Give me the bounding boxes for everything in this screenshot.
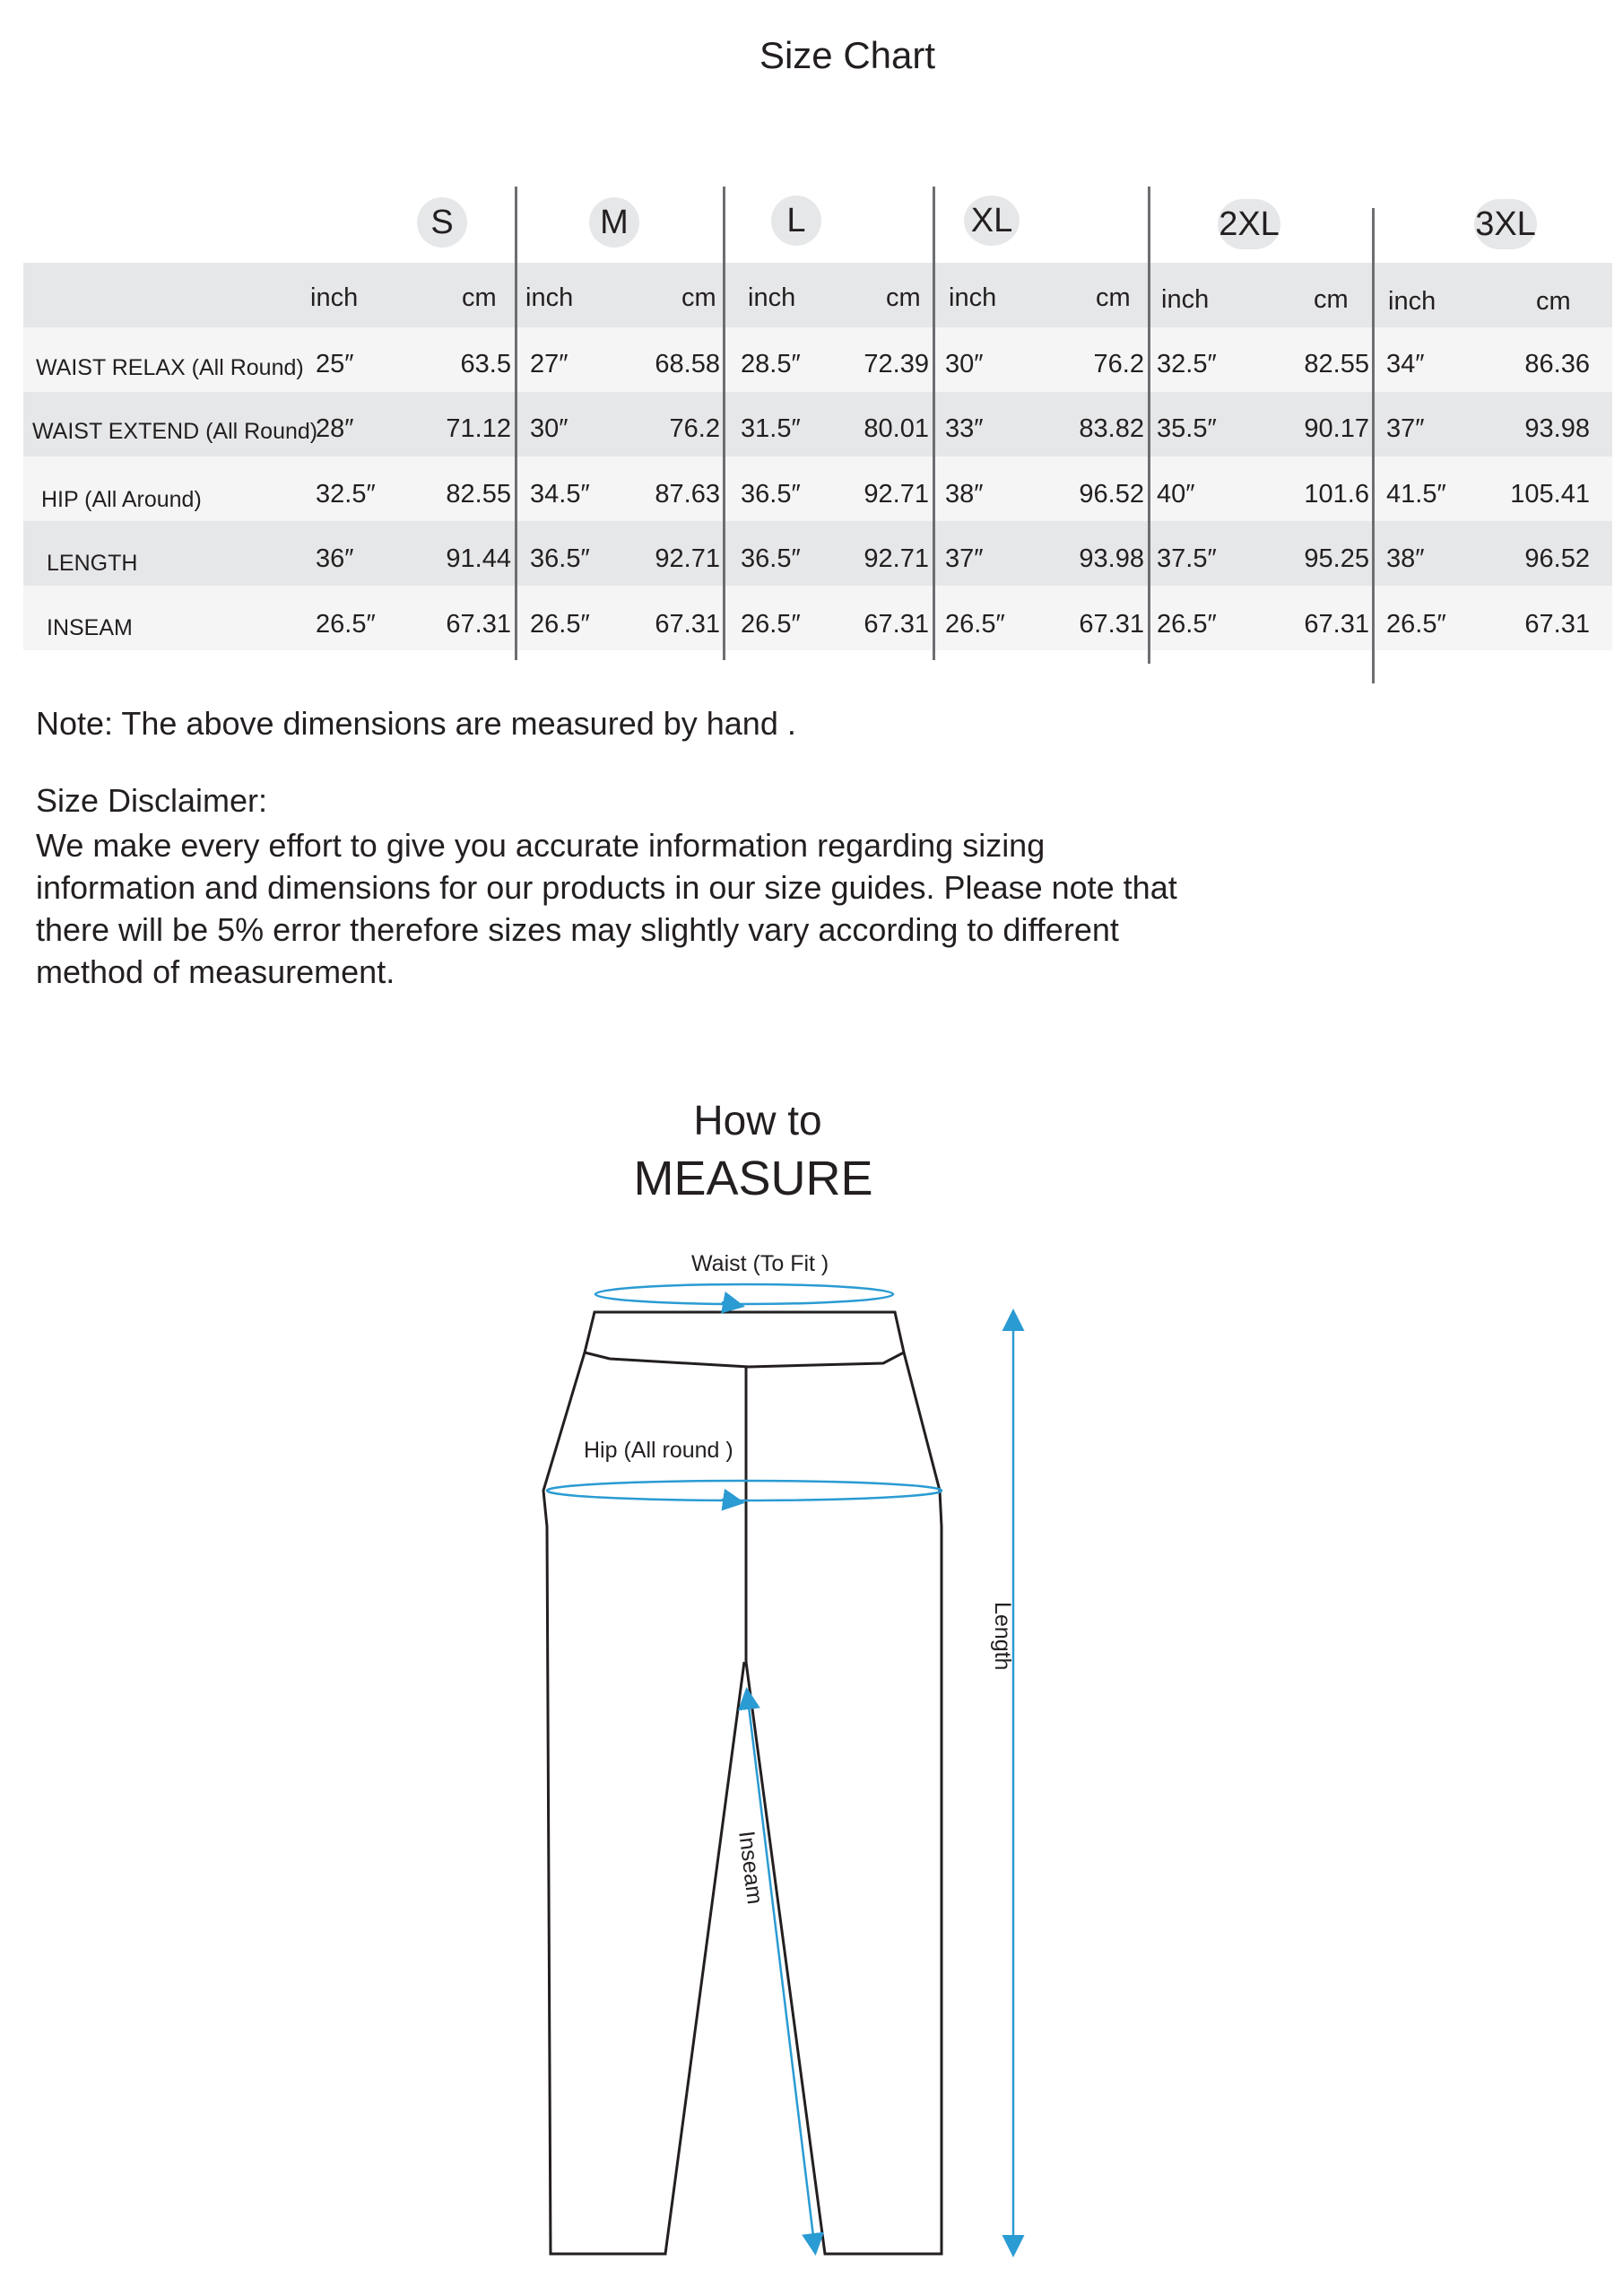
table-cell: 36.5″ <box>530 544 590 573</box>
table-cell: 82.55 <box>446 480 511 509</box>
table-cell: 36.5″ <box>741 480 801 509</box>
unit-inch: inch <box>310 283 359 312</box>
table-cell: 28.5″ <box>741 350 801 378</box>
unit-cm: cm <box>1536 287 1571 316</box>
measurement-note: Note: The above dimensions are measured by hand . <box>36 705 796 742</box>
table-cell: 82.55 <box>1304 350 1369 378</box>
disclaimer-title: Size Disclaimer: <box>36 782 268 819</box>
table-cell: 83.82 <box>1079 414 1144 443</box>
table-cell: 71.12 <box>446 414 511 443</box>
table-cell: 80.01 <box>864 414 929 443</box>
table-cell: 92.71 <box>864 544 929 573</box>
table-cell: 34.5″ <box>530 480 590 509</box>
table-cell: 32.5″ <box>1157 350 1217 378</box>
row-label-inseam: INSEAM <box>47 615 133 640</box>
unit-cm: cm <box>681 283 716 312</box>
table-cell: 32.5″ <box>316 480 376 509</box>
table-cell: 76.2 <box>669 414 720 443</box>
table-cell: 91.44 <box>446 544 511 573</box>
table-cell: 26.5″ <box>945 610 1005 639</box>
table-cell: 67.31 <box>655 610 720 639</box>
table-cell: 92.71 <box>655 544 720 573</box>
table-cell: 30″ <box>945 350 984 378</box>
length-label: Length <box>990 1602 1015 1671</box>
table-cell: 26.5″ <box>316 610 376 639</box>
table-cell: 37.5″ <box>1157 544 1217 573</box>
measure-heading: MEASURE <box>633 1152 873 1205</box>
table-cell: 34″ <box>1386 350 1425 378</box>
table-cell: 28″ <box>316 414 354 443</box>
table-cell: 25″ <box>316 350 354 378</box>
unit-inch: inch <box>1161 285 1210 314</box>
table-cell: 95.25 <box>1304 544 1369 573</box>
table-cell: 63.5 <box>460 350 511 378</box>
table-cell: 96.52 <box>1079 480 1144 509</box>
disclaimer-text: We make every effort to give you accurate information regarding sizing information and dimensions for our products in our size guides. Please note that there will be 5% error therefore sizes may slightly vary according to different method of measurement. <box>36 827 1177 990</box>
table-cell: 90.17 <box>1304 414 1369 443</box>
measure-lines <box>547 1284 1013 2253</box>
waist-label: Waist (To Fit ) <box>691 1251 829 1276</box>
row-label-length: LENGTH <box>47 551 138 576</box>
table-cell: 87.63 <box>655 480 720 509</box>
table-cell: 26.5″ <box>1386 610 1446 639</box>
table-cell: 93.98 <box>1524 414 1590 443</box>
table-cell: 35.5″ <box>1157 414 1217 443</box>
table-cell: 67.31 <box>864 610 929 639</box>
table-cell: 27″ <box>530 350 568 378</box>
table-cell: 96.52 <box>1524 544 1590 573</box>
size-header-l: L <box>771 196 821 246</box>
table-cell: 36.5″ <box>741 544 801 573</box>
table-cell: 38″ <box>945 480 984 509</box>
table-cell: 92.71 <box>864 480 929 509</box>
table-cell: 86.36 <box>1524 350 1590 378</box>
unit-inch: inch <box>525 283 574 312</box>
row-label-waist-extend: WAIST EXTEND (All Round) <box>32 419 318 444</box>
table-cell: 93.98 <box>1079 544 1144 573</box>
unit-cm: cm <box>886 283 921 312</box>
unit-inch: inch <box>748 283 796 312</box>
table-cell: 101.6 <box>1304 480 1369 509</box>
table-cell: 41.5″ <box>1386 480 1446 509</box>
unit-inch: inch <box>949 283 997 312</box>
how-to-heading: How to <box>693 1097 822 1144</box>
table-cell: 67.31 <box>446 610 511 639</box>
page-title: Size Chart <box>759 34 936 76</box>
table-cell: 67.31 <box>1079 610 1144 639</box>
table-cell: 37″ <box>1386 414 1425 443</box>
table-cell: 36″ <box>316 544 354 573</box>
unit-cm: cm <box>1314 285 1349 314</box>
unit-inch: inch <box>1388 287 1436 316</box>
table-cell: 67.31 <box>1304 610 1369 639</box>
size-header-3xl: 3XL <box>1474 199 1537 249</box>
unit-cm: cm <box>462 283 497 312</box>
row-label-waist-relax: WAIST RELAX (All Round) <box>36 355 304 380</box>
unit-cm: cm <box>1096 283 1131 312</box>
inseam-label: Inseam <box>733 1830 768 1906</box>
hip-label: Hip (All round ) <box>584 1438 733 1463</box>
table-cell: 40″ <box>1157 480 1195 509</box>
table-cell: 68.58 <box>655 350 720 378</box>
table-cell: 31.5″ <box>741 414 801 443</box>
table-cell: 37″ <box>945 544 984 573</box>
table-cell: 26.5″ <box>741 610 801 639</box>
table-cell: 33″ <box>945 414 984 443</box>
table-cell: 76.2 <box>1093 350 1144 378</box>
table-cell: 72.39 <box>864 350 929 378</box>
table-cell: 30″ <box>530 414 568 443</box>
table-cell: 26.5″ <box>1157 610 1217 639</box>
table-cell: 38″ <box>1386 544 1425 573</box>
row-label-hip: HIP (All Around) <box>41 487 202 512</box>
size-header-2xl: 2XL <box>1218 199 1280 249</box>
size-header-s: S <box>417 197 467 248</box>
table-cell: 26.5″ <box>530 610 590 639</box>
size-header-xl: XL <box>964 196 1020 246</box>
table-cell: 67.31 <box>1524 610 1590 639</box>
size-header-m: M <box>589 197 639 248</box>
table-cell: 105.41 <box>1510 480 1590 509</box>
